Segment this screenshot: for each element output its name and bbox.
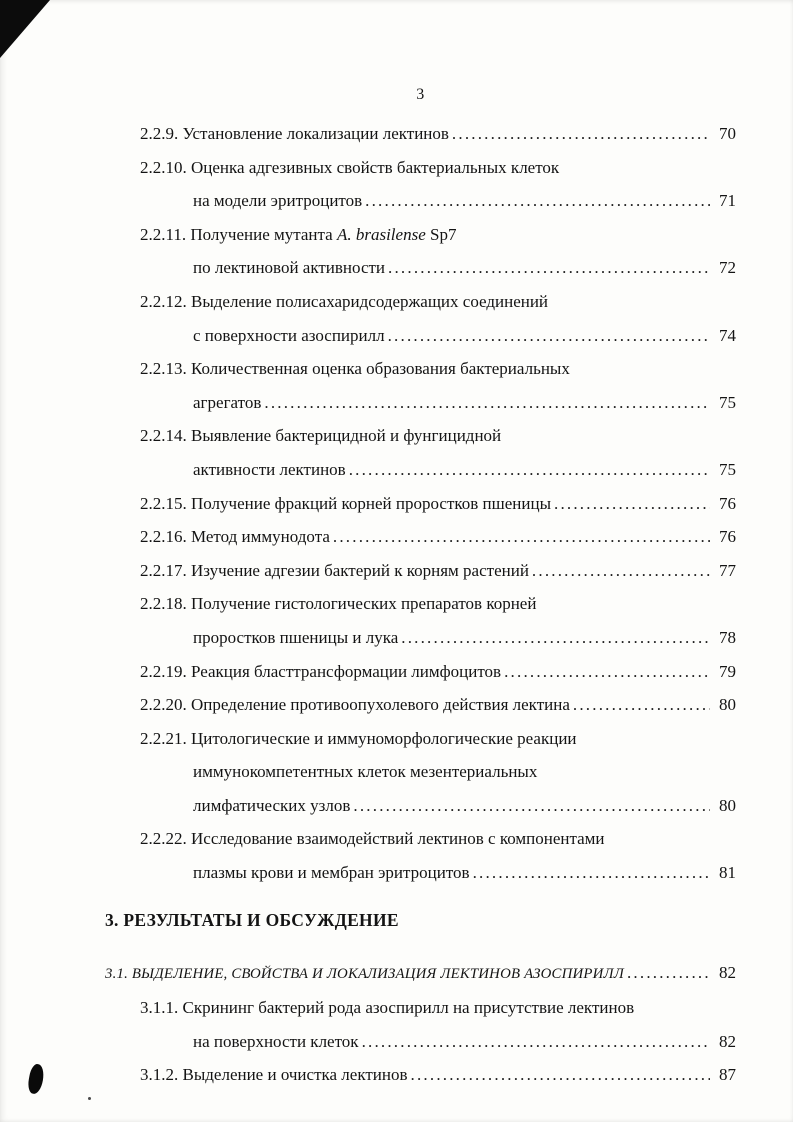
toc-entry-text-part: 2.2.9. Установление локализации лектинов — [140, 124, 449, 143]
toc-page-ref: 74 — [719, 325, 736, 345]
toc-page-ref: 72 — [719, 258, 736, 278]
toc-entry-text-part: 2.2.19. Реакция бласттрансформации лимфоцитов — [140, 661, 502, 681]
toc-entry-text-part: иммунокомпетентных клеток мезентериальных — [193, 762, 538, 782]
toc-entry-text-part: 2.2.18. Получение гистологических препаратов корней — [140, 594, 537, 614]
dot-leader — [333, 520, 710, 554]
toc-entry-text-part: плазмы крови и мембран эритроцитов — [193, 863, 470, 883]
toc-page-ref: 76 — [719, 493, 736, 513]
dot-leader — [362, 1025, 710, 1059]
toc-entry-text — [140, 722, 577, 756]
dot-leader — [411, 1058, 710, 1092]
toc-entry-text-part: 3.1.2. Выделение и очистка лектинов — [140, 1065, 408, 1085]
toc-entry-text — [140, 520, 330, 554]
toc-page-ref: 75 — [719, 392, 736, 412]
toc-page-ref: 77 — [719, 560, 736, 580]
toc-entry-text-part: 2.2.13. Количественная оценка образования бактериальных — [140, 359, 570, 379]
toc-entry-text — [140, 822, 605, 856]
dot-leader — [554, 487, 710, 521]
toc-entry-text-part: лимфатических узлов — [193, 795, 351, 815]
toc-line — [140, 991, 736, 1025]
toc-entry-text — [105, 958, 624, 992]
toc-line — [140, 419, 736, 453]
toc-page-ref: 70 — [719, 124, 736, 143]
dot-leader — [349, 453, 710, 487]
toc-entry-text — [140, 151, 559, 185]
toc-entry-text — [193, 789, 350, 823]
toc-line — [193, 386, 736, 420]
toc-page-ref: 87 — [719, 1065, 736, 1085]
toc-entry-text-part: с поверхности азоспирилл — [193, 325, 385, 345]
toc-entry-text-part: на поверхности клеток — [193, 1031, 359, 1051]
toc-line — [140, 822, 736, 856]
toc-entry-text-part: 2.2.16. Метод иммунодота — [140, 527, 330, 547]
dot-leader — [627, 956, 710, 990]
toc-entry-text-part: на модели эритроцитов — [193, 191, 363, 211]
toc-entry-text — [193, 453, 346, 487]
toc-line — [140, 487, 736, 521]
toc-entry-text — [140, 419, 501, 453]
toc-line — [193, 621, 736, 655]
dot-leader — [452, 117, 710, 151]
toc-line — [140, 655, 736, 689]
toc-entry-text — [140, 117, 449, 151]
toc-line — [140, 1058, 736, 1092]
toc-entry-text-part: 2.2.11. Получение мутанта — [140, 224, 337, 244]
toc-entry-text — [140, 1058, 408, 1092]
page-content — [105, 0, 736, 1092]
toc-line — [140, 352, 736, 386]
dot-leader — [388, 319, 710, 353]
toc-line — [140, 520, 736, 554]
page-number: 3 — [416, 86, 425, 103]
toc-entry-text — [193, 755, 537, 789]
toc-page-ref: 82 — [719, 962, 736, 982]
toc-line — [193, 251, 736, 285]
dot-leader — [264, 386, 710, 420]
toc-line — [193, 319, 736, 353]
toc-page-ref: 82 — [719, 1031, 736, 1051]
dot-leader — [573, 688, 710, 722]
scan-artifact-bottom-left-blob — [27, 1063, 46, 1095]
dot-leader — [504, 655, 710, 689]
toc-page-ref: 76 — [719, 527, 736, 547]
toc-entry-text — [193, 856, 470, 890]
toc-entry-text — [193, 251, 385, 285]
toc-entry-text — [140, 587, 536, 621]
dot-leader — [532, 554, 710, 588]
toc-entry-text — [140, 655, 501, 689]
toc-page-ref: 80 — [719, 695, 736, 715]
toc-entry-text-part: 3.1.1. Скрининг бактерий рода азоспирилл на присутствие лектинов — [140, 998, 635, 1018]
toc-entry-text-part: 2.2.21. Цитологические и иммуноморфологические реакции — [140, 728, 577, 748]
toc-entry-text-part: проростков пшеницы и лука — [193, 627, 399, 647]
toc-entry-text-part: 2.2.17. Изучение адгезии бактерий к корням растений — [140, 560, 529, 580]
toc-line — [193, 453, 736, 487]
toc-line — [193, 789, 736, 823]
toc-entry-text — [193, 1025, 359, 1059]
toc-line — [140, 117, 736, 151]
dot-leader — [353, 789, 710, 823]
dot-leader — [401, 621, 710, 655]
toc-entry-text-part: Sp7 — [425, 224, 457, 244]
toc-page-ref: 75 — [719, 459, 736, 479]
dot-leader — [365, 184, 710, 218]
toc-entry-text-part: 2.2.10. Оценка адгезивных свойств бактериальных клеток — [140, 157, 560, 177]
toc-line — [193, 856, 736, 890]
toc-entry-text — [140, 352, 570, 386]
toc-entry-text — [140, 218, 456, 252]
toc-entry-text — [193, 184, 362, 218]
toc-page-ref: 79 — [719, 661, 736, 681]
toc-line — [193, 184, 736, 218]
toc-line — [193, 1025, 736, 1059]
dot-leader — [388, 251, 710, 285]
toc-line — [140, 285, 736, 319]
toc-line — [140, 554, 736, 588]
toc-line — [140, 218, 736, 252]
toc-line — [193, 755, 736, 789]
toc-page-ref: 78 — [719, 627, 736, 647]
toc-line — [140, 688, 736, 722]
toc-entry-text — [193, 319, 385, 353]
toc-entry-text-part: 2.2.15. Получение фракций корней проростков пшеницы — [140, 493, 551, 513]
toc-line — [105, 956, 736, 992]
toc-entry-text — [140, 487, 551, 521]
table-of-contents — [105, 117, 736, 1092]
toc-page-ref: 81 — [719, 863, 736, 883]
toc-entry-text-part: активности лектинов — [193, 459, 346, 479]
scan-artifact-top-left-corner — [0, 0, 50, 58]
toc-line — [140, 722, 736, 756]
toc-entry-text — [140, 285, 548, 319]
toc-entry-text-part: по лектиновой активности — [193, 258, 386, 278]
toc-entry-text — [193, 621, 398, 655]
scan-artifact-speck — [88, 1097, 91, 1100]
dot-leader — [473, 856, 710, 890]
toc-entry-text — [140, 991, 634, 1025]
toc-entry-text — [193, 386, 261, 420]
toc-entry-text-italic: A. brasilense — [336, 224, 426, 244]
toc-entry-text-part: 2.2.12. Выделение полисахаридсодержащих соединений — [140, 291, 549, 311]
toc-entry-text-italic: 3.1. ВЫДЕЛЕНИЕ, СВОЙСТВА И ЛОКАЛИЗАЦИЯ ЛЕКТИНОВ АЗОСПИРИЛЛ — [105, 965, 624, 982]
toc-list-methods — [105, 117, 736, 890]
toc-entry-text-part: 2.2.20. Определение противоопухолевого действия лектина — [140, 695, 570, 715]
toc-entry-text-part: агрегатов — [193, 392, 262, 412]
toc-entry-text — [140, 688, 570, 722]
toc-entry-text-part: 2.2.22. Исследование взаимодействий лектинов с компонентами — [140, 829, 605, 849]
toc-entry-text — [140, 554, 529, 588]
toc-line — [140, 587, 736, 621]
section-heading-results: 3. РЕЗУЛЬТАТЫ И ОБСУЖДЕНИЕ — [105, 909, 399, 930]
toc-entry-text-part: 2.2.14. Выявление бактерицидной и фунгицидной — [140, 426, 502, 446]
toc-page-ref: 80 — [719, 795, 736, 815]
toc-line — [140, 151, 736, 185]
toc-page-ref: 71 — [719, 191, 736, 211]
toc-list-results — [105, 956, 736, 1092]
